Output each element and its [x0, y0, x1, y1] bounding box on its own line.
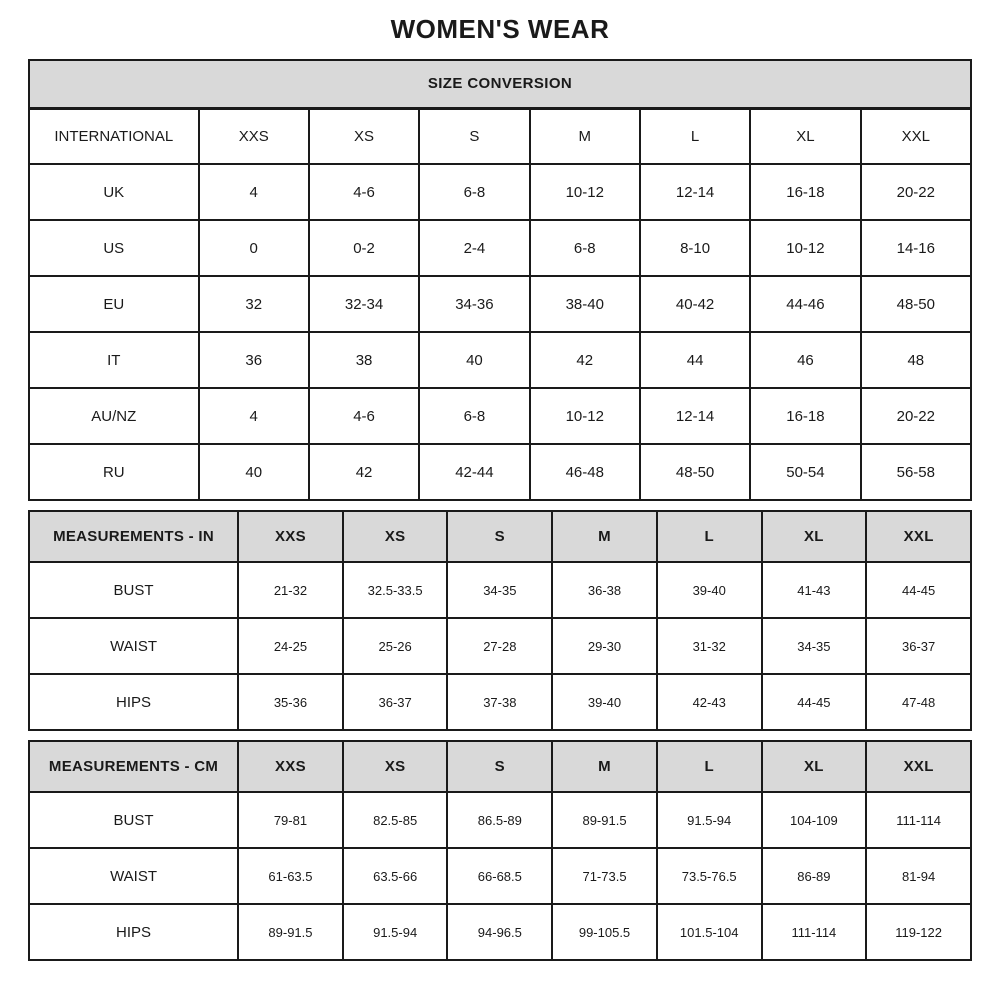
size-cell: 16-18 — [750, 388, 860, 444]
column-header: XXL — [861, 108, 971, 164]
measure-cell: 101.5-104 — [657, 904, 762, 960]
column-header: XXS — [238, 511, 343, 562]
table-row — [29, 444, 971, 500]
column-header: XS — [309, 108, 419, 164]
measure-cell: 89-91.5 — [552, 792, 657, 848]
measure-cell: 36-38 — [552, 562, 657, 618]
table-title: MEASUREMENTS - CM — [29, 741, 238, 792]
size-cell: 4-6 — [309, 388, 419, 444]
measure-cell: 41-43 — [762, 562, 867, 618]
column-header: L — [657, 511, 762, 562]
measure-cell: 86.5-89 — [447, 792, 552, 848]
column-header: XS — [343, 741, 448, 792]
size-cell: 10-12 — [530, 388, 640, 444]
size-cell: 2-4 — [419, 220, 529, 276]
table-row — [29, 164, 971, 220]
size-cell: 40 — [419, 332, 529, 388]
measure-cell: 24-25 — [238, 618, 343, 674]
table-title: SIZE CONVERSION — [29, 60, 971, 108]
size-cell: 36 — [199, 332, 309, 388]
table-row — [29, 332, 971, 388]
column-header: XXS — [199, 108, 309, 164]
row-label: HIPS — [29, 674, 238, 730]
page-title: WOMEN'S WEAR — [390, 14, 610, 44]
measure-cell: 37-38 — [447, 674, 552, 730]
column-header: XL — [762, 511, 867, 562]
column-header: INTERNATIONAL — [29, 108, 199, 164]
size-cell: 16-18 — [750, 164, 860, 220]
size-cell: 10-12 — [750, 220, 860, 276]
measure-cell: 34-35 — [762, 618, 867, 674]
measure-cell: 35-36 — [238, 674, 343, 730]
table-row — [29, 562, 971, 618]
size-cell: 4 — [199, 388, 309, 444]
spacer — [28, 731, 972, 740]
column-header: XS — [343, 511, 448, 562]
size-cell: 6-8 — [419, 164, 529, 220]
size-cell: 42 — [530, 332, 640, 388]
size-cell: 44 — [640, 332, 750, 388]
row-label: HIPS — [29, 904, 238, 960]
size-cell: 4 — [199, 164, 309, 220]
table-row — [29, 792, 971, 848]
measure-cell: 42-43 — [657, 674, 762, 730]
size-cell: 32-34 — [309, 276, 419, 332]
size-cell: 46 — [750, 332, 860, 388]
table-row — [29, 60, 971, 108]
row-label: RU — [29, 444, 199, 500]
size-cell: 6-8 — [530, 220, 640, 276]
size-cell: 56-58 — [861, 444, 971, 500]
spacer — [28, 501, 972, 510]
measure-cell: 119-122 — [866, 904, 971, 960]
measure-cell: 81-94 — [866, 848, 971, 904]
size-cell: 0-2 — [309, 220, 419, 276]
measure-cell: 91.5-94 — [657, 792, 762, 848]
size-cell: 38-40 — [530, 276, 640, 332]
row-label: AU/NZ — [29, 388, 199, 444]
column-header: XXL — [866, 511, 971, 562]
column-header: S — [447, 741, 552, 792]
size-cell: 48-50 — [861, 276, 971, 332]
measure-cell: 82.5-85 — [343, 792, 448, 848]
size-cell: 14-16 — [861, 220, 971, 276]
column-header: M — [530, 108, 640, 164]
column-header: S — [419, 108, 529, 164]
row-label: EU — [29, 276, 199, 332]
measure-cell: 44-45 — [866, 562, 971, 618]
size-cell: 46-48 — [530, 444, 640, 500]
measure-cell: 39-40 — [552, 674, 657, 730]
measure-cell: 63.5-66 — [343, 848, 448, 904]
size-cell: 34-36 — [419, 276, 529, 332]
measure-cell: 39-40 — [657, 562, 762, 618]
table-row — [29, 108, 971, 164]
column-header: M — [552, 741, 657, 792]
measure-cell: 29-30 — [552, 618, 657, 674]
measure-cell: 34-35 — [447, 562, 552, 618]
size-cell: 20-22 — [861, 388, 971, 444]
row-label: BUST — [29, 562, 238, 618]
measure-cell: 94-96.5 — [447, 904, 552, 960]
table-row — [29, 276, 971, 332]
size-cell: 42 — [309, 444, 419, 500]
size-cell: 4-6 — [309, 164, 419, 220]
column-header: XL — [750, 108, 860, 164]
measurements-cm-table — [28, 740, 972, 961]
size-cell: 0 — [199, 220, 309, 276]
table-row — [29, 674, 971, 730]
measure-cell: 86-89 — [762, 848, 867, 904]
table-title: MEASUREMENTS - IN — [29, 511, 238, 562]
column-header: S — [447, 511, 552, 562]
table-row — [29, 618, 971, 674]
measure-cell: 47-48 — [866, 674, 971, 730]
measure-cell: 111-114 — [866, 792, 971, 848]
size-cell: 10-12 — [530, 164, 640, 220]
measure-cell: 32.5-33.5 — [343, 562, 448, 618]
size-cell: 20-22 — [861, 164, 971, 220]
table-row — [29, 388, 971, 444]
measure-cell: 91.5-94 — [343, 904, 448, 960]
measure-cell: 21-32 — [238, 562, 343, 618]
column-header: XL — [762, 741, 867, 792]
column-header: XXL — [866, 741, 971, 792]
size-cell: 50-54 — [750, 444, 860, 500]
column-header: L — [640, 108, 750, 164]
size-cell: 48 — [861, 332, 971, 388]
column-header: XXS — [238, 741, 343, 792]
size-cell: 12-14 — [640, 164, 750, 220]
measure-cell: 31-32 — [657, 618, 762, 674]
table-row — [29, 741, 971, 792]
measurements-in-table — [28, 510, 972, 731]
size-cell: 38 — [309, 332, 419, 388]
size-cell: 42-44 — [419, 444, 529, 500]
size-cell: 40 — [199, 444, 309, 500]
measure-cell: 79-81 — [238, 792, 343, 848]
measure-cell: 36-37 — [343, 674, 448, 730]
measure-cell: 71-73.5 — [552, 848, 657, 904]
size-cell: 8-10 — [640, 220, 750, 276]
row-label: US — [29, 220, 199, 276]
row-label: UK — [29, 164, 199, 220]
measure-cell: 104-109 — [762, 792, 867, 848]
column-header: L — [657, 741, 762, 792]
measure-cell: 73.5-76.5 — [657, 848, 762, 904]
measure-cell: 111-114 — [762, 904, 867, 960]
measure-cell: 25-26 — [343, 618, 448, 674]
size-cell: 48-50 — [640, 444, 750, 500]
size-cell: 44-46 — [750, 276, 860, 332]
measure-cell: 61-63.5 — [238, 848, 343, 904]
size-cell: 32 — [199, 276, 309, 332]
row-label: WAIST — [29, 618, 238, 674]
measure-cell: 66-68.5 — [447, 848, 552, 904]
measure-cell: 36-37 — [866, 618, 971, 674]
row-label: WAIST — [29, 848, 238, 904]
column-header: M — [552, 511, 657, 562]
table-row — [29, 848, 971, 904]
table-row — [29, 220, 971, 276]
measure-cell: 44-45 — [762, 674, 867, 730]
size-cell: 6-8 — [419, 388, 529, 444]
row-label: IT — [29, 332, 199, 388]
size-cell: 40-42 — [640, 276, 750, 332]
table-row — [29, 904, 971, 960]
table-row — [29, 511, 971, 562]
row-label: BUST — [29, 792, 238, 848]
size-conversion-table — [28, 59, 972, 501]
measure-cell: 89-91.5 — [238, 904, 343, 960]
measure-cell: 99-105.5 — [552, 904, 657, 960]
measure-cell: 27-28 — [447, 618, 552, 674]
size-cell: 12-14 — [640, 388, 750, 444]
